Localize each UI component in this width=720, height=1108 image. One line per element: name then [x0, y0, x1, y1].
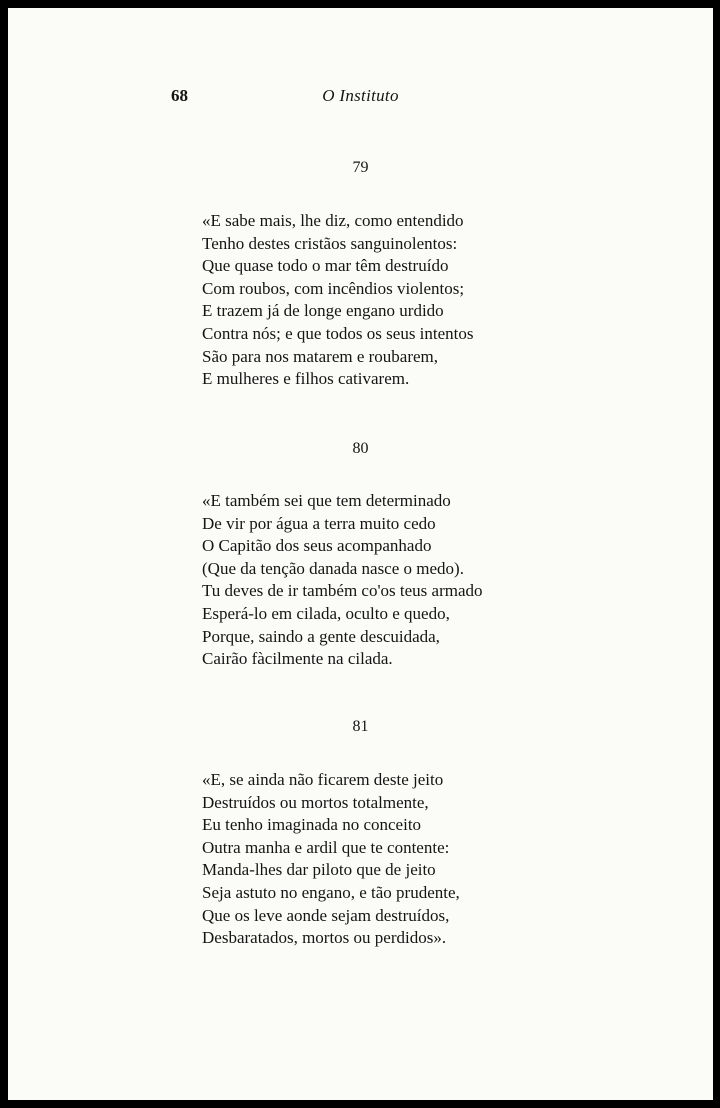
verse-line: São para nos matarem e roubarem,	[202, 346, 439, 366]
verse-line: (Que da tenção danada nasce o medo).	[202, 558, 464, 578]
running-title: O Instituto	[322, 86, 399, 105]
stanza-lines	[202, 769, 460, 950]
verse-line: Seja astuto no engano, e tão prudente,	[202, 882, 460, 902]
verse-line: Cairão fàcilmente na cilada.	[202, 649, 393, 669]
verse-line: Eu tenho imaginada no conceito	[202, 815, 422, 835]
verse-line: Outra manha e ardil que te contente:	[202, 837, 450, 857]
verse-line: Tu deves de ir também co'os teus armado	[202, 581, 483, 601]
verse-line: Contra nós; e que todos os seus intentos	[202, 323, 474, 343]
verse-line: E trazem já de longe engano urdido	[202, 301, 444, 321]
stanza-number: 81	[352, 718, 369, 735]
verse-line: Porque, saindo a gente descuidada,	[202, 626, 440, 646]
stanza-number: 79	[352, 159, 369, 176]
verse-line: Esperá-lo em cilada, oculto e quedo,	[202, 603, 450, 623]
verse-line: Que quase todo o mar têm destruído	[202, 256, 449, 276]
verse-line: «E, se ainda não ficarem deste jeito	[202, 770, 444, 789]
verse-line: De vir por água a terra muito cedo	[202, 513, 436, 533]
verse-line: Desbaratados, mortos ou perdidos».	[202, 928, 447, 948]
page-number: 68	[171, 86, 188, 105]
stanza-lines	[202, 210, 474, 391]
verse-line: Tenho destes cristãos sanguinolentos:	[202, 233, 458, 253]
book-page	[8, 8, 713, 1100]
verse-line: Manda-lhes dar piloto que de jeito	[202, 860, 436, 880]
stanza-lines	[202, 490, 483, 671]
verse-line: Que os leve aonde sejam destruídos,	[202, 905, 450, 925]
verse-line: «E também sei que tem determinado	[202, 491, 451, 510]
stanza-number: 80	[352, 440, 369, 457]
verse-line: Com roubos, com incêndios violentos;	[202, 278, 465, 298]
verse-line: «E sabe mais, lhe diz, como entendido	[202, 211, 464, 230]
verse-line: O Capitão dos seus acompanhado	[202, 536, 432, 556]
verse-line: E mulheres e filhos cativarem.	[202, 369, 410, 389]
verse-line: Destruídos ou mortos totalmente,	[202, 792, 429, 812]
